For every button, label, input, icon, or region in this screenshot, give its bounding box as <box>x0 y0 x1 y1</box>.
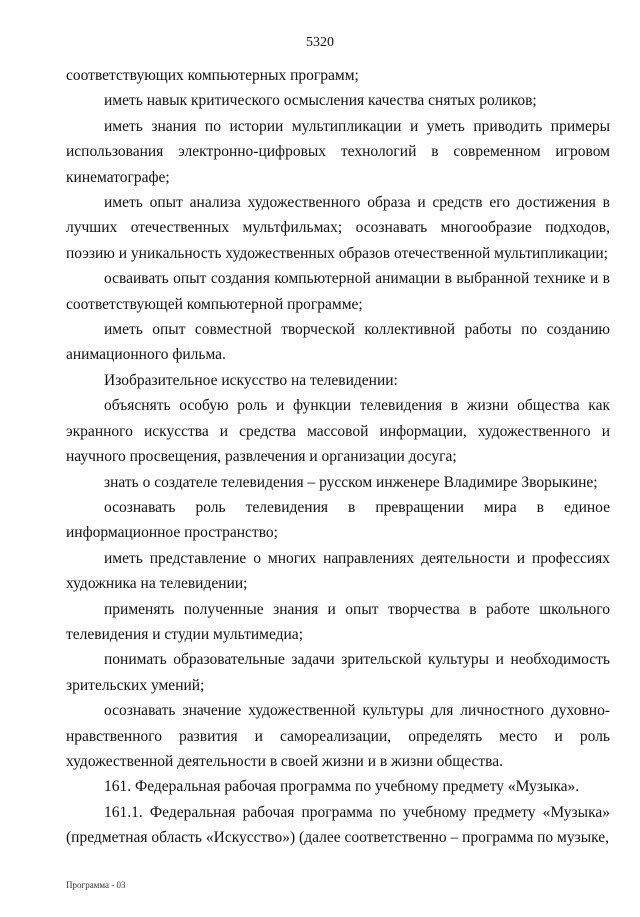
paragraph: осваивать опыт создания компьютерной анимации в выбранной технике и в соответствующей компьютерной программе; <box>66 270 610 313</box>
page-number: 5320 <box>306 35 334 50</box>
numbered-paragraph: 161. Федеральная рабочая программа по учебному предмету «Музыка». <box>104 778 580 796</box>
footer-label: Программа - 03 <box>66 880 126 890</box>
paragraph: знать о создателе телевидения – русском инженере Владимире Зворыкине; <box>104 473 598 491</box>
paragraph: соответствующих компьютерных программ; <box>66 67 359 84</box>
paragraph: иметь опыт совместной творческой коллективной работы по созданию анимационного фильма. <box>66 321 610 364</box>
paragraph: иметь навык критического осмысления качества снятых роликов; <box>104 92 537 110</box>
paragraph: иметь представление о многих направлениях деятельности и профессиях художника на телевидении; <box>66 549 610 593</box>
paragraph: иметь опыт анализа художественного образа и средств его достижения в лучших отечественных мультфильмах; осознавать многообразие подходов, поэзию и уникальность художественных образов отечественной мультипликации; <box>66 194 610 262</box>
numbered-paragraph: 161.1. Федеральная рабочая программа по учебному предмету «Музыка» (предметная область «Искусство») (далее соответственно – программа по музыке, <box>66 803 610 847</box>
body-text <box>66 63 610 851</box>
section-heading: Изобразительное искусство на телевидении: <box>104 371 398 389</box>
paragraph: осознавать значение художественной культуры для личностного духовно-нравственного развития и самореализации, определять место и роль художественной деятельности в своей жизни и в жизни общества. <box>66 702 610 770</box>
paragraph: осознавать роль телевидения в превращении мира в единое информационное пространство; <box>66 498 610 542</box>
paragraph: объяснять особую роль и функции телевидения в жизни общества как экранного искусства и средства массовой информации, художественного и научного просвещения, развлечения и организации досуга; <box>66 397 610 466</box>
paragraph: применять полученные знания и опыт творчества в работе школьного телевидения и студии мультимедиа; <box>66 600 610 643</box>
paragraph: понимать образовательные задачи зрительской культуры и необходимость зрительских умений; <box>66 651 610 694</box>
paragraph: иметь знания по истории мультипликации и уметь приводить примеры использования электронно-цифровых технологий в современном игровом кинематографе; <box>66 117 610 186</box>
